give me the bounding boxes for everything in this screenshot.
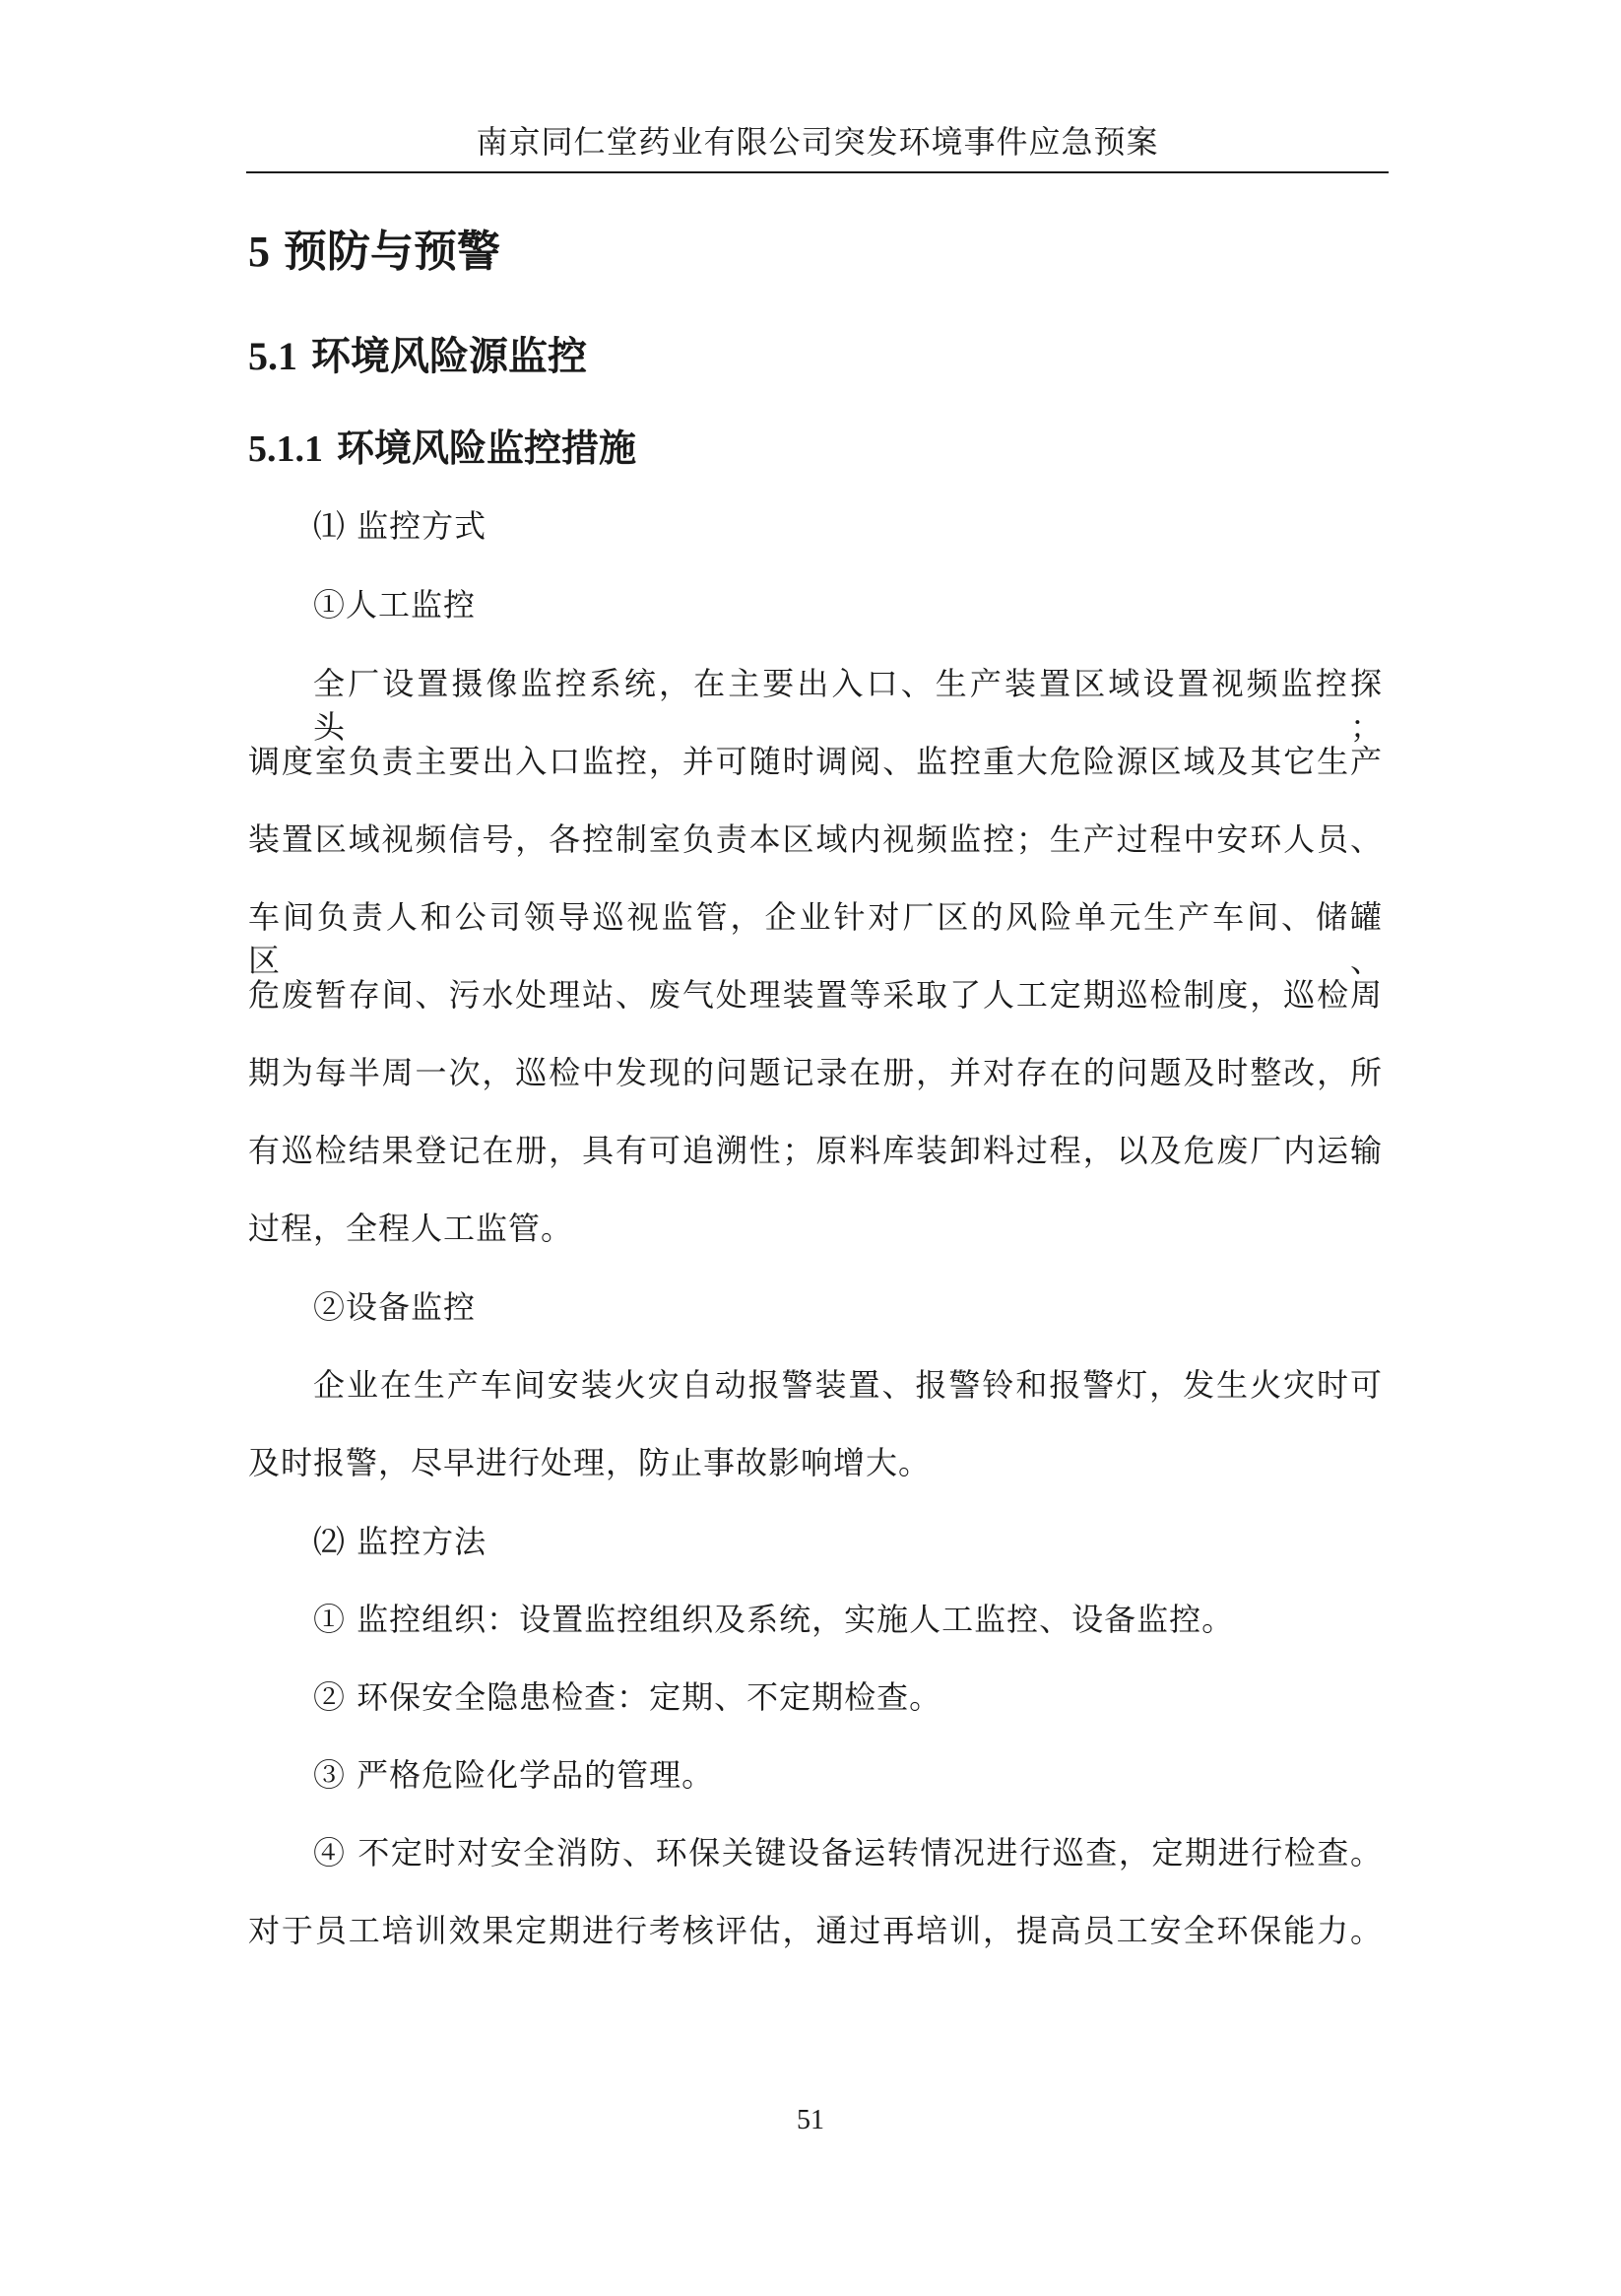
subsection-number: 5.1 [248, 334, 297, 378]
section-number: 5 [248, 228, 270, 276]
subsubsection-title: 环境风险监控措施 [337, 426, 637, 470]
equipment-paragraph-line: 及时报警，尽早进行处理，防止事故影响增大。 [248, 1444, 932, 1481]
method-item: ④ 不定时对安全消防、环保关键设备运转情况进行巡查，定期进行检查。 [313, 1834, 1383, 1871]
method-item: ① 监控组织：设置监控组织及系统，实施人工监控、设备监控。 [313, 1601, 1235, 1638]
page-number: 51 [797, 2105, 824, 2135]
method-item: ② 环保安全隐患检查：定期、不定期检查。 [313, 1678, 942, 1716]
manual-monitoring-heading: ①人工监控 [313, 586, 477, 623]
method-item: ③ 严格危险化学品的管理。 [313, 1756, 715, 1794]
monitoring-method-heading: ⑵ 监控方法 [313, 1523, 487, 1560]
closing-line: 对于员工培训效果定期进行考核评估，通过再培训，提高员工安全环保能力。 [248, 1912, 1383, 1949]
section-title: 预防与预警 [284, 227, 500, 277]
manual-paragraph-line: 全厂设置摄像监控系统，在主要出入口、生产装置区域设置视频监控探头； [313, 665, 1383, 746]
equipment-paragraph-line: 企业在生产车间安装火灾自动报警装置、报警铃和报警灯，发生火灾时可 [313, 1366, 1383, 1404]
subsubsection-number: 5.1.1 [248, 428, 323, 470]
manual-paragraph-line: 有巡检结果登记在册，具有可追溯性；原料库装卸料过程，以及危废厂内运输 [248, 1132, 1383, 1169]
subsubsection-heading [248, 422, 636, 476]
manual-paragraph-line: 期为每半周一次，巡检中发现的问题记录在册，并对存在的问题及时整改，所 [248, 1054, 1383, 1091]
manual-paragraph-line: 过程，全程人工监管。 [248, 1210, 574, 1247]
monitoring-mode-heading: ⑴ 监控方式 [313, 507, 487, 545]
manual-paragraph-line: 车间负责人和公司领导巡视监管，企业针对厂区的风险单元生产车间、储罐区、 [248, 898, 1383, 979]
subsection-heading [248, 329, 587, 384]
equipment-monitoring-heading: ②设备监控 [313, 1288, 477, 1326]
manual-paragraph-line: 危废暂存间、污水处理站、废气处理装置等采取了人工定期巡检制度，巡检周 [248, 976, 1383, 1014]
running-header: 南京同仁堂药业有限公司突发环境事件应急预案 [246, 122, 1389, 173]
manual-paragraph-line: 装置区域视频信号，各控制室负责本区域内视频监控；生产过程中安环人员、 [248, 820, 1383, 858]
section-heading [248, 223, 500, 282]
manual-paragraph-line: 调度室负责主要出入口监控，并可随时调阅、监控重大危险源区域及其它生产 [248, 743, 1383, 780]
subsection-title: 环境风险源监控 [311, 333, 587, 379]
